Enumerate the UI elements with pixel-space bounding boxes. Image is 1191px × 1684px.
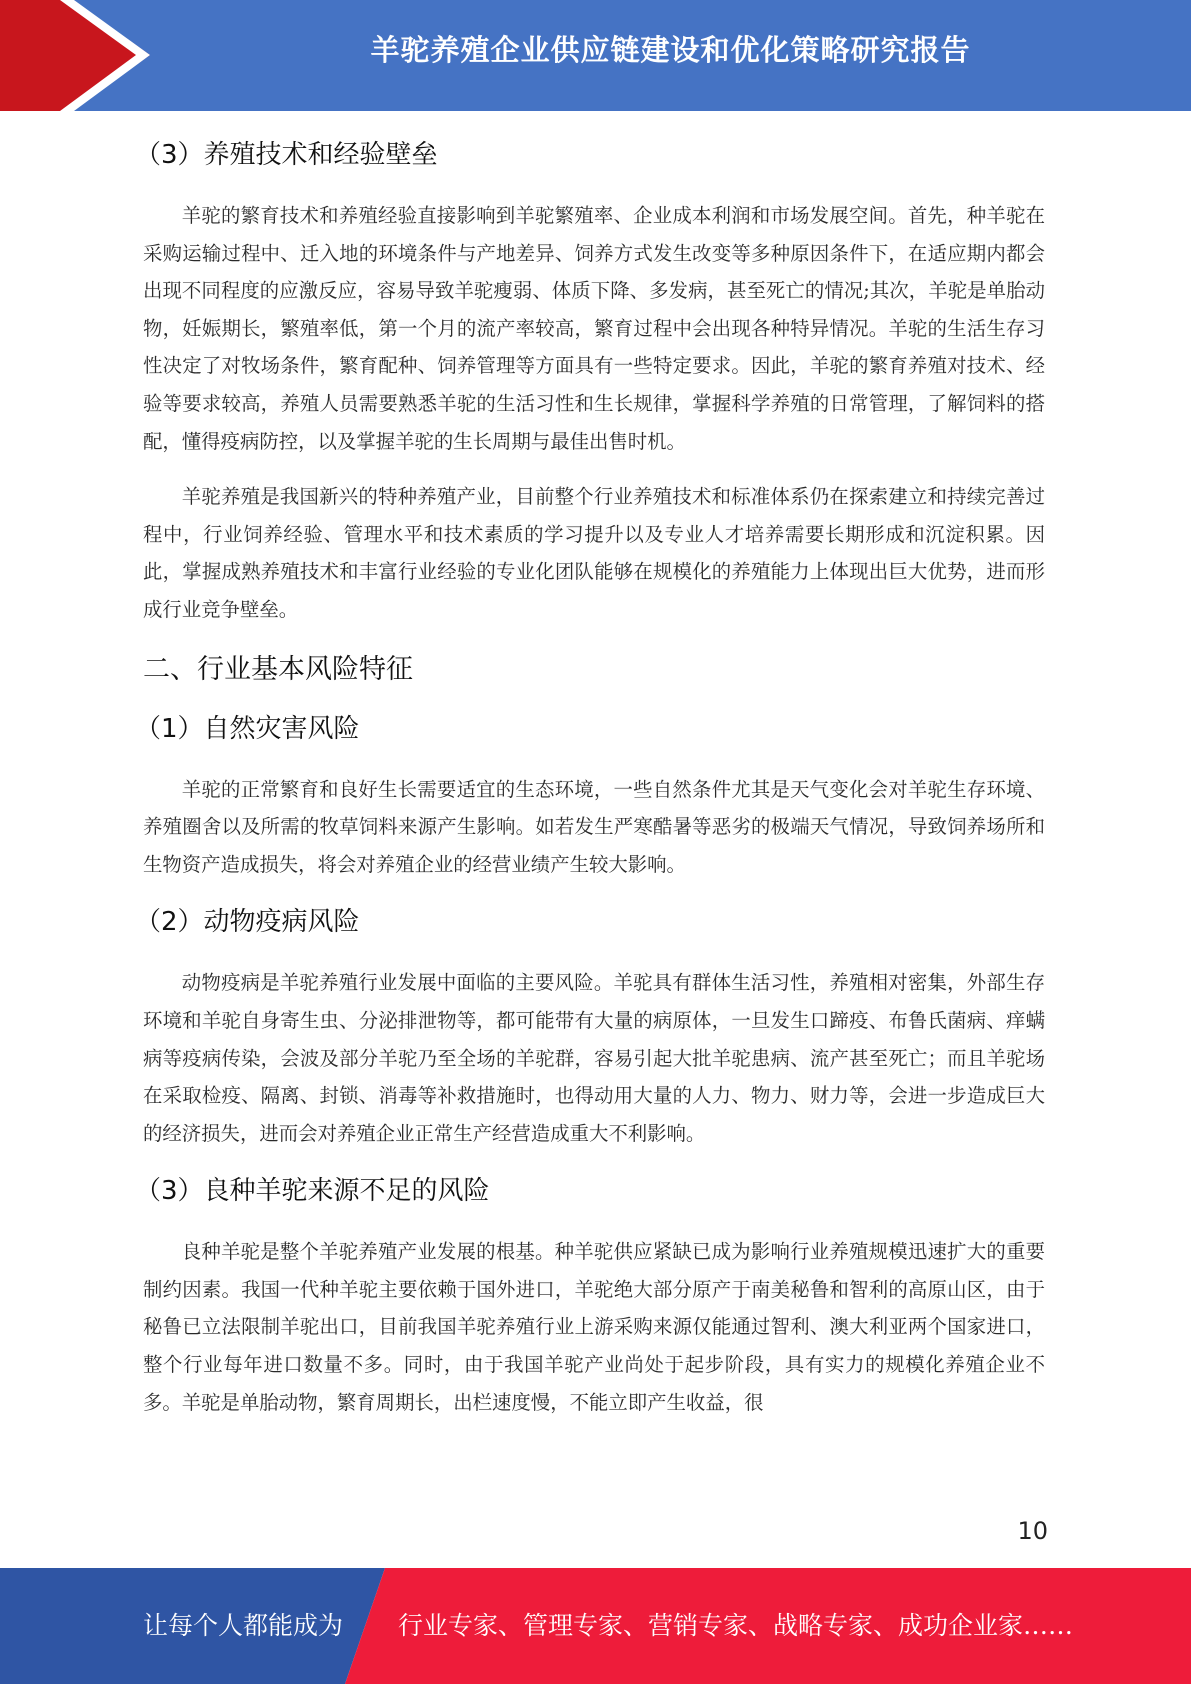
document-body bbox=[135, 124, 1045, 1439]
footer-slogan-left: 让每个人都能成为 bbox=[143, 1611, 344, 1640]
page-number: 10 bbox=[1017, 1517, 1048, 1545]
heading-industry-risks: 二、行业基本风险特征 bbox=[143, 653, 413, 685]
page-footer bbox=[0, 1568, 1191, 1684]
paragraph: 良种羊驼是整个羊驼养殖产业发展的根基。种羊驼供应紧缺已成为影响行业养殖规模迅速扩大的重要制约因素。我国一代种羊驼主要依赖于国外进口，羊驼绝大部分原产于南美秘鲁和智利的高原山区，由于秘鲁已立法限制羊驼出口，目前我国羊驼养殖行业上游采购来源仅能通过智利、澳大利亚两个国家进口，整个行业每年进口数量不多。同时，由于我国羊驼产业尚处于起步阶段，具有实力的规模化养殖企业不多。羊驼是单胎动物，繁育周期长，出栏速度慢，不能立即产生收益，很 bbox=[143, 1240, 1045, 1414]
heading-tech-barrier: （3）养殖技术和经验壁垒 bbox=[135, 140, 438, 170]
paragraph: 羊驼的繁育技术和养殖经验直接影响到羊驼繁殖率、企业成本利润和市场发展空间。首先，种羊驼在采购运输过程中、迁入地的环境条件与产地差异、饲养方式发生改变等多种原因条件下，在适应期内都会出现不同程度的应激反应，容易导致羊驼瘦弱、体质下降、多发病，甚至死亡的情况;其次，羊驼是单胎动物，妊娠期长，繁殖率低，第一个月的流产率较高，繁育过程中会出现各种特异情况。羊驼的生活生存习性决定了对牧场条件，繁育配种、饲养管理等方面具有一些特定要求。因此，羊驼的繁育养殖对技术、经验等要求较高，养殖人员需要熟悉羊驼的生活习性和生长规律，掌握科学养殖的日常管理，了解饲料的搭配，懂得疫病防控，以及掌握羊驼的生长周期与最佳出售时机。 bbox=[143, 204, 1045, 453]
report-title: 羊驼养殖企业供应链建设和优化策略研究报告 bbox=[370, 33, 971, 67]
heading-breed-supply-risk: （3）良种羊驼来源不足的风险 bbox=[135, 1176, 490, 1207]
footer-slogan-right: 行业专家、管理专家、营销专家、战略专家、成功企业家…… bbox=[398, 1611, 1074, 1640]
paragraph: 动物疫病是羊驼养殖行业发展中面临的主要风险。羊驼具有群体生活习性，养殖相对密集，外部生存环境和羊驼自身寄生虫、分泌排泄物等，都可能带有大量的病原体，一旦发生口蹄疫、布鲁氏菌病、痒螨病等疫病传染，会波及部分羊驼乃至全场的羊驼群，容易引起大批羊驼患病、流产甚至死亡；而且羊驼场在采取检疫、隔离、封锁、消毒等补救措施时，也得动用大量的人力、物力、财力等，会进一步造成巨大的经济损失，进而会对养殖企业正常生产经营造成重大不利影响。 bbox=[143, 971, 1045, 1145]
heading-animal-disease-risk: （2）动物疫病风险 bbox=[135, 907, 360, 938]
paragraph: 羊驼养殖是我国新兴的特种养殖产业，目前整个行业养殖技术和标准体系仍在探索建立和持续完善过程中，行业饲养经验、管理水平和技术素质的学习提升以及专业人才培养需要长期形成和沉淀积累。因此，掌握成熟养殖技术和丰富行业经验的专业化团队能够在规模化的养殖能力上体现出巨大优势，进而形成行业竞争壁垒。 bbox=[143, 485, 1045, 621]
page-header bbox=[0, 0, 1191, 111]
paragraph: 羊驼的正常繁育和良好生长需要适宜的生态环境，一些自然条件尤其是天气变化会对羊驼生存环境、养殖圈舍以及所需的牧草饲料来源产生影响。如若发生严寒酷暑等恶劣的极端天气情况，导致饲养场所和生物资产造成损失，将会对养殖企业的经营业绩产生较大影响。 bbox=[143, 777, 1045, 876]
heading-natural-disaster-risk: （1）自然灾害风险 bbox=[135, 713, 360, 744]
